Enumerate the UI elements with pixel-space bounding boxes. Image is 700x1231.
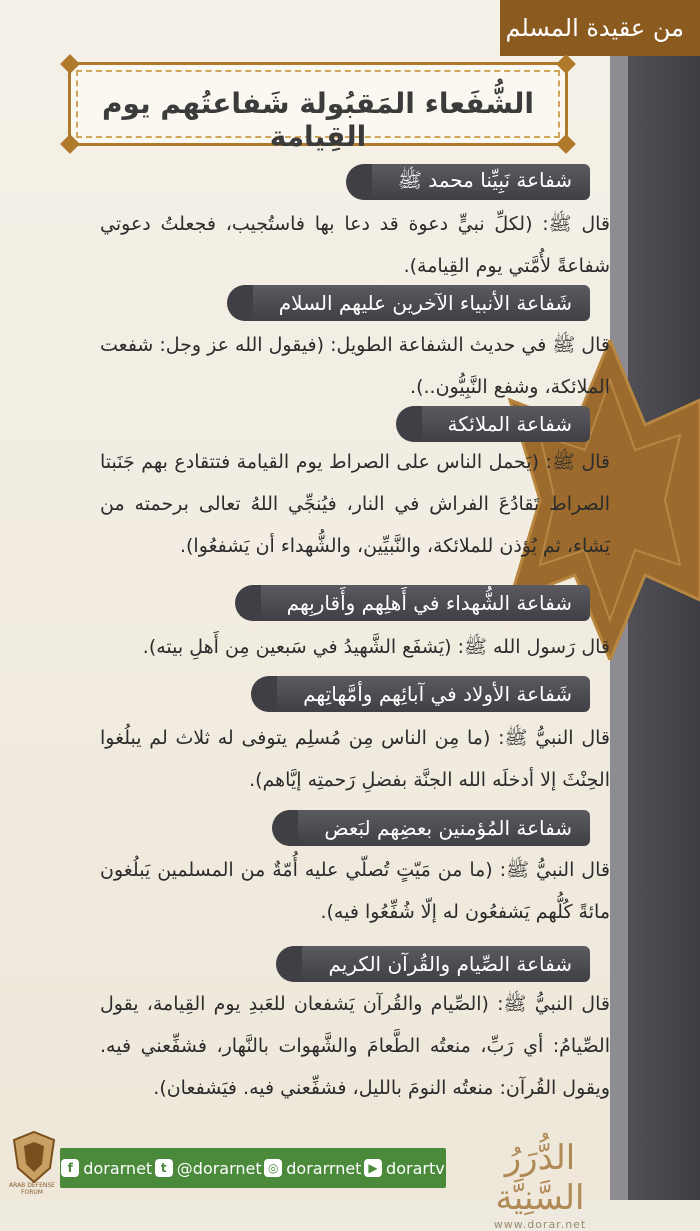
section-heading-text: شفاعة الشُّهداء في أَهلِهم وأَقاربِهم	[286, 591, 572, 615]
social-link-facebook[interactable]	[61, 1159, 152, 1178]
section-heading-text: شَفاعة الأنبياء الآخرين عليهم السلام	[278, 291, 572, 315]
brand-name: الدُّرَرُ السَّنِيَّة	[495, 1138, 585, 1218]
section-heading-text: شفاعة نَبِيِّنا محمد ﷺ	[397, 167, 572, 192]
section-heading-text: شفاعة الملائكة	[447, 412, 572, 436]
section-text: قال ﷺ في حديث الشفاعة الطويل: (فيقول الله عز وجل: شفعت الملائكة، وشفع النَّبِيُّون..).	[100, 334, 610, 398]
social-bar	[60, 1148, 446, 1188]
section-text: قال ﷺ: (لكلِّ نبيٍّ دعوة قد دعا بها فاستُجيب، فجعلتُ دعوتي شفاعةً لأُمَّتي يوم القِيامة).	[100, 213, 610, 277]
forum-label: ARAB DEFENSE FORUM	[9, 1182, 55, 1196]
section-heading	[288, 946, 590, 982]
brand-url: www.dorar.net	[493, 1218, 587, 1231]
social-link-twitter[interactable]	[155, 1159, 262, 1178]
section-heading	[358, 164, 590, 200]
social-link-instagram[interactable]	[264, 1159, 361, 1178]
section-heading	[408, 406, 590, 442]
facebook-icon: f	[61, 1159, 79, 1177]
social-label: @dorarnet	[176, 1158, 262, 1178]
section-heading	[239, 285, 590, 321]
social-link-youtube[interactable]	[364, 1159, 445, 1178]
section-text: قال ﷺ: (يَحمل الناس على الصراط يوم القيامة فتتقادع بهم جَنَبتا الصراط تَقادُعَ الفراش في النار، فيُنجِّي اللهُ تعالى برحمته من يَشاء، ثم يُؤذن للملائكة، والنَّبيِّين، والشُّهداء أن يَشفعُوا).	[100, 451, 610, 557]
section-text: قال رَسول الله ﷺ: (يَشفَع الشَّهيدُ في سَبعين مِن أَهلِ بيته).	[142, 636, 610, 658]
section-heading	[284, 810, 590, 846]
title-frame	[68, 62, 568, 153]
footer	[0, 1124, 700, 1231]
social-label: dorartv	[386, 1158, 445, 1178]
section-heading	[247, 585, 590, 621]
category-tag-text: من عقيدة المسلم	[505, 14, 684, 42]
section-heading-text: شفاعة المُؤمنين بعضِهم لبَعض	[324, 816, 572, 840]
section-text: قال النبيُّ ﷺ: (ما مِن الناس مِن مُسلِم يتوفى له ثلاث لم يبلُغوا الحِنْثَ إلا أدخلَه الله الجنَّة بفضلِ رَحمتِه إيَّاهم).	[100, 727, 610, 791]
twitter-icon: t	[155, 1159, 173, 1177]
section-heading-text: شَفاعة الأولاد في آبائِهم وأمَّهاتِهم	[303, 682, 572, 706]
page-title: الشُّفَعاء المَقبُولة شَفاعتُهم يوم القِيامة	[102, 87, 534, 153]
section-heading	[263, 676, 590, 712]
section-text: قال النبيُّ ﷺ: (الصِّيام والقُرآن يَشفعان للعَبدِ يوم القِيامة، يقول الصِّيامُ: أي رَبِّ، منعتُه الطَّعامَ والشَّهوات بالنَّهار، فشفِّعني فيه. ويقول القُرآن: منعتُه النومَ بالليل، فشفِّعني فيه. فيَشفعان).	[100, 993, 610, 1099]
section-text: قال النبيُّ ﷺ: (ما من مَيّتٍ تُصلّي عليه أُمّةٌ من المسلمين يَبلُغون مائةً كُلُّهم يَشفعُون له إلّا شُفِّعُوا فيه).	[100, 859, 610, 923]
social-label: dorarnet	[83, 1158, 153, 1178]
instagram-icon: ◎	[264, 1159, 282, 1177]
social-label: dorarrnet	[286, 1158, 362, 1178]
section-heading-text: شفاعة الصِّيام والقُرآن الكريم	[328, 952, 572, 976]
brand-logo[interactable]	[455, 1138, 625, 1231]
youtube-icon: ▶	[364, 1159, 382, 1177]
category-tag	[500, 0, 700, 56]
